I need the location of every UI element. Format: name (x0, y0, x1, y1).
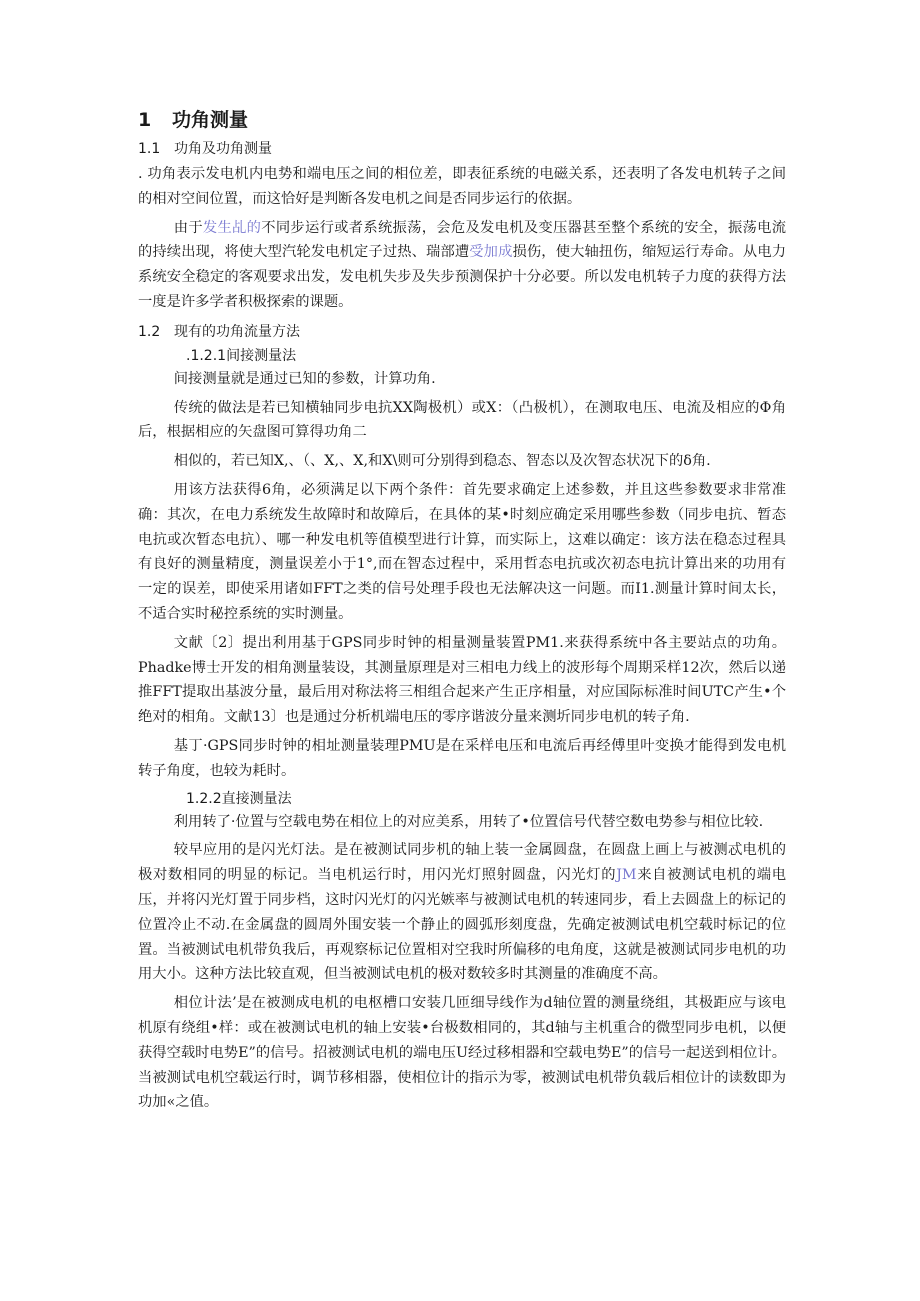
paragraph: 相位计法’是在被测成电机的电枢槽口安装几匝细导线作为d轴位置的测量绕组，其极距应与该电机原有绕组•样：或在被测试电机的轴上安装•台极数相同的，其d轴与主机重合的微型同步电机，以便获得空载时电势E”的信号。招被测试电机的端电压U经过移相器和空载电势E”的信号一起送到相位计。当被测试电机空载运行时，调节移相器，使相位计的指示为零，被测试电机带负载后相位计的读数即为功加«之值。 (138, 995, 787, 1111)
paragraph (138, 838, 786, 987)
paragraph: . 功角表示发电机内电势和端电压之间的相位差，即表征系统的电磁关系，还表明了各发电机转子之间的相对空间位置，而这恰好是判断各发电机之间是否同步运行的依据。 (138, 166, 786, 207)
paragraph: 基丁·GPS同步时钟的相址测量装理PMU是在采样电压和电流后再经傅里叶变换才能得到发电机转子角度，也较为耗时。 (138, 737, 786, 779)
paragraph: 相似的，若已知X,、（、X,、X,和X\则可分别得到稳态、智态以及次智态状况下的δ角. (173, 453, 711, 470)
paragraph: 传统的做法是若已知横轴同步电抗XX陶极机）或X：（凸极机），在测取电压、电流及相应的Φ角后，根据相应的矢盘图可算得功角二 (138, 399, 786, 441)
text-run: 较早应用的是闪光灯法。是在被测试同步机的轴上装一金属圆盘，在圆盘上画上与被测忒电机的极对数相同的明显的标记。当电机运行时，用闪光灯照射圆盘，闪光灯的 (138, 842, 786, 884)
section-title: 功角测量 (172, 109, 249, 131)
subsection-title: 功角及功角测量 (174, 141, 272, 157)
subsection-heading-1-1 (138, 138, 786, 160)
subsection-number: 1.2 (138, 323, 161, 340)
highlighted-text: 受加成 (469, 244, 513, 261)
paragraph (138, 216, 786, 315)
paragraph: 间接测量就是通过已知的参数，计算功角. (173, 370, 436, 387)
subsubsection-heading-1-2-1: .1.2.1间接测量法 (186, 347, 297, 364)
highlighted-text: 发生乩的 (202, 219, 262, 236)
highlighted-text: JM (616, 867, 637, 884)
subsection-heading-1-2 (138, 321, 786, 343)
text-run: 由于 (173, 219, 203, 236)
subsection-number: 1.1 (138, 141, 161, 157)
document-body (138, 108, 786, 1119)
paragraph: 用该方法获得6角，必须满足以下两个条件：首先要求确定上述参数，并且这些参数要求非常准确：其次，在电力系统发生故障时和故障后，在具体的某•时刻应确定采用哪些参数（同步电抗、暂态电抗或次暂态电抗）、哪一种发电机等值模型进行计算，而实际上，这难以确定：该方法在稳态过程具有良好的测量精度，测量误差小于1°,而在智态过程中，采用哲态电抗或次初态电抗计算出来的功用有一定的误差，即使采用诸如FFT之类的信号处理手段也无法解决这一问题。而I1.测量计算时间太长，不适合实时秘控系统的实时测量。 (138, 481, 786, 622)
subsubsection-heading-1-2-2: 1.2.2直接测量法 (186, 790, 292, 807)
paragraph: 文献〔2〕提出利用基于GPS同步时钟的相量测量装置PM1.来获得系统中各主要站点的功角。Phadke博士开发的相角测量装设，其测量原理是对三相电力线上的波形每个周期采样12次，然后以递推FFT提取出基波分量，最后用对称法将三相组合起来产生正序相量，对应国际标准时间UTC产生•个绝对的相角。文献13〕也是通过分析机端电压的零序谐波分量来测圻同步电机的转子角. (138, 634, 786, 726)
text-run: 来自被测试电机的端电压，并将闪光灯置于同步档，这时闪光灯的闪光嫉率与被测试电机的转速同步，看上去圆盘上的标记的位置冷止不动.在金属盘的圆周外围安装一个静止的圆弧形刻度盘，先确定被测试电机空载时标记的位置。当被测试电机带负我后，再观察标记位置相对空我时所偏移的电角度，这就是被测试同步电机的功用大小。这种方法比较直观，但当被测试电机的极对数较多时其测量的准确度不高。 (138, 867, 786, 983)
section-number: 1 (138, 109, 152, 131)
subsection-title: 现有的功角流量方法 (174, 323, 300, 340)
paragraph: 利用转了·位置与空载电势在相位上的对应美系，用转了•位置信号代替空数电势参与相位比较. (173, 813, 764, 830)
text-run: 损伤，使大轴扭伤，缩短运行寿命。从电力系统安全稳定的客观要求出发，发电机失步及失步预测保护十分必要。所以发电机转子力度的获得方法一度是许多学者积极探索的课题。 (138, 244, 787, 310)
section-heading (138, 108, 786, 132)
text-run: 不同步运行或者系统振荡，会危及发电机及变压器甚至整个系统的安全，振荡电流的持续出现，将使大型汽轮发电机定子过热、瑞部遭 (138, 219, 787, 261)
